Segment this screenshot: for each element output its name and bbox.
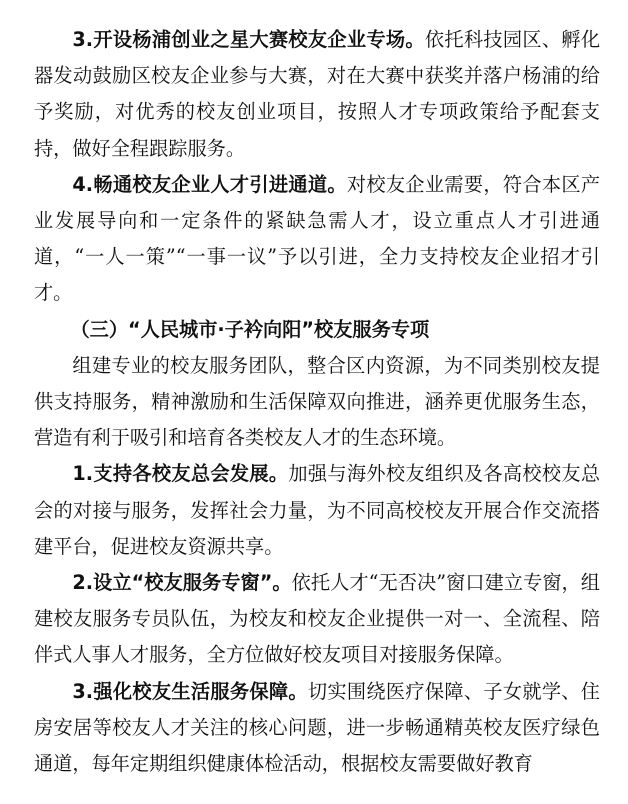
section-intro: 组建专业的校友服务团队，整合区内资源，为不同类别校友提供支持服务，精神激励和生活保障双向推进，涵养更优服务生态，营造有利于吸引和培育各类校友人才的生态环境。 (34, 353, 600, 450)
paragraph-startup-contest (34, 22, 600, 167)
section-heading: （三）“人民城市·子衿向阳”校友服务专项 (70, 317, 430, 341)
item-body: 切实围绕医疗保障、子女就学、住房安居等校友人才关注的核心问题，进一步畅通精英校友医疗绿色通道，每年定期组织健康体检活动，根据校友需要做好教育 (34, 679, 600, 776)
paragraph-lead: 4.畅通校友企业人才引进通道。 (72, 172, 347, 196)
paragraph-talent-channel (34, 167, 600, 312)
item-lead: 1.支持各校友总会发展。 (72, 462, 289, 486)
paragraph-body: 依托科技园区、孵化器发动鼓励区校友企业参与大赛，对在大赛中获奖并落户杨浦的给予奖励，对优秀的校友创业项目，按照人才专项政策给予配套支持，做好全程跟踪服务。 (34, 28, 601, 160)
item-lead: 2.设立“校友服务专窗”。 (72, 571, 292, 595)
paragraph-lead: 3.开设杨浦创业之星大赛校友企业专场。 (72, 28, 425, 51)
item-body: 依托人才“无否决”窗口建立专窗，组建校友服务专员队伍，为校友和校友企业提供一对一、全流程、陪伴式人事人才服务，全方位做好校友项目对接服务保障。 (34, 571, 600, 667)
item-body: 加强与海外校友组织及各高校校友总会的对接与服务，发挥社会力量，为不同高校校友开展合作交流搭建平台，促进校友资源共享。 (34, 462, 601, 558)
item-life-support (34, 674, 600, 783)
item-lead: 3.强化校友生活服务保障。 (72, 679, 308, 703)
item-alumni-association (34, 456, 600, 565)
item-service-window (34, 565, 600, 674)
paragraph-body: 对校友企业需要，符合本区产业发展导向和一定条件的紧缺急需人才，设立重点人才引进通道，“一人一策”“一事一议”予以引进，全力支持校友企业招才引才。 (34, 172, 601, 305)
